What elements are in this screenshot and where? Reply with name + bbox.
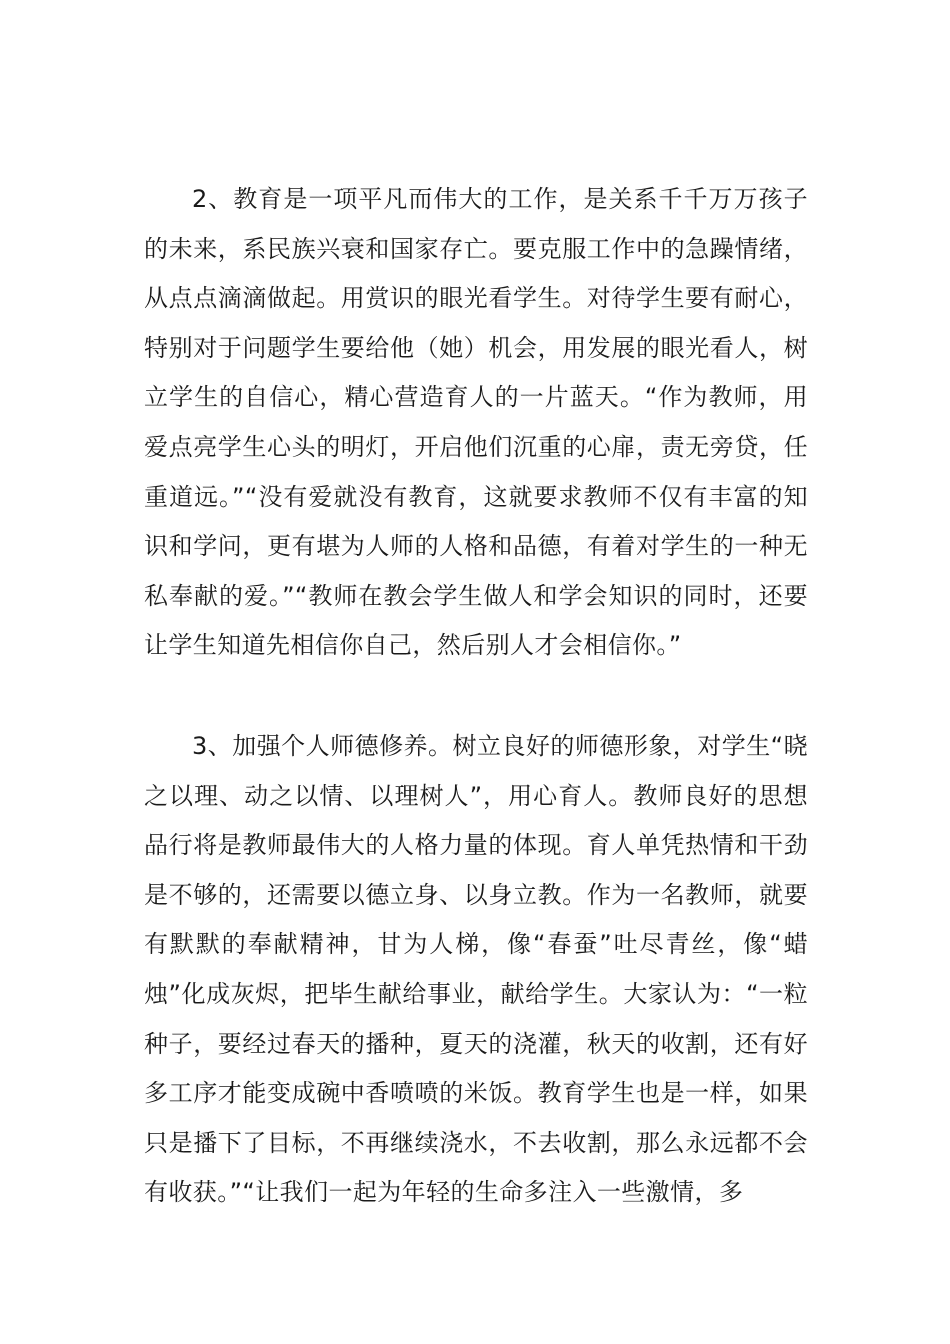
paragraph-2: 2、教育是一项平凡而伟大的工作，是关系千千万万孩子的未来，系民族兴衰和国家存亡。要克服工作中的急躁情绪，从点点滴滴做起。用赏识的眼光看学生。对待学生要有耐心，特别对于问题学生要给他（她）机会，用发展的眼光看人，树立学生的自信心，精心营造育人的一片蓝天。“作为教师，用爱点亮学生心头的明灯，开启他们沉重的心扉，责无旁贷，任重道远。”“没有爱就没有教育，这就要求教师不仅有丰富的知识和学问，更有堪为人师的人格和品德，有着对学生的一种无私奉献的爱。”“教师在教会学生做人和学会知识的同时，还要让学生知道先相信你自己，然后别人才会相信你。” <box>144 185 808 660</box>
paragraph-3: 3、加强个人师德修养。树立良好的师德形象，对学生“晓之以理、动之以情、以理树人”，用心育人。教师良好的思想品行将是教师最伟大的人格力量的体现。育人单凭热情和干劲是不够的，还需要以德立身、以身立教。作为一名教师，就要有默默的奉献精神，甘为人梯，像“春蚕”吐尽青丝，像“蜡烛”化成灰烬，把毕生献给事业，献给学生。大家认为：“一粒种子，要经过春天的播种，夏天的浇灌，秋天的收割，还有好多工序才能变成碗中香喷喷的米饭。教育学生也是一样，如果只是播下了目标，不再继续浇水，不去收割，那么永远都不会有收获。”“让我们一起为年轻的生命多注入一些激情，多 <box>144 732 808 1207</box>
